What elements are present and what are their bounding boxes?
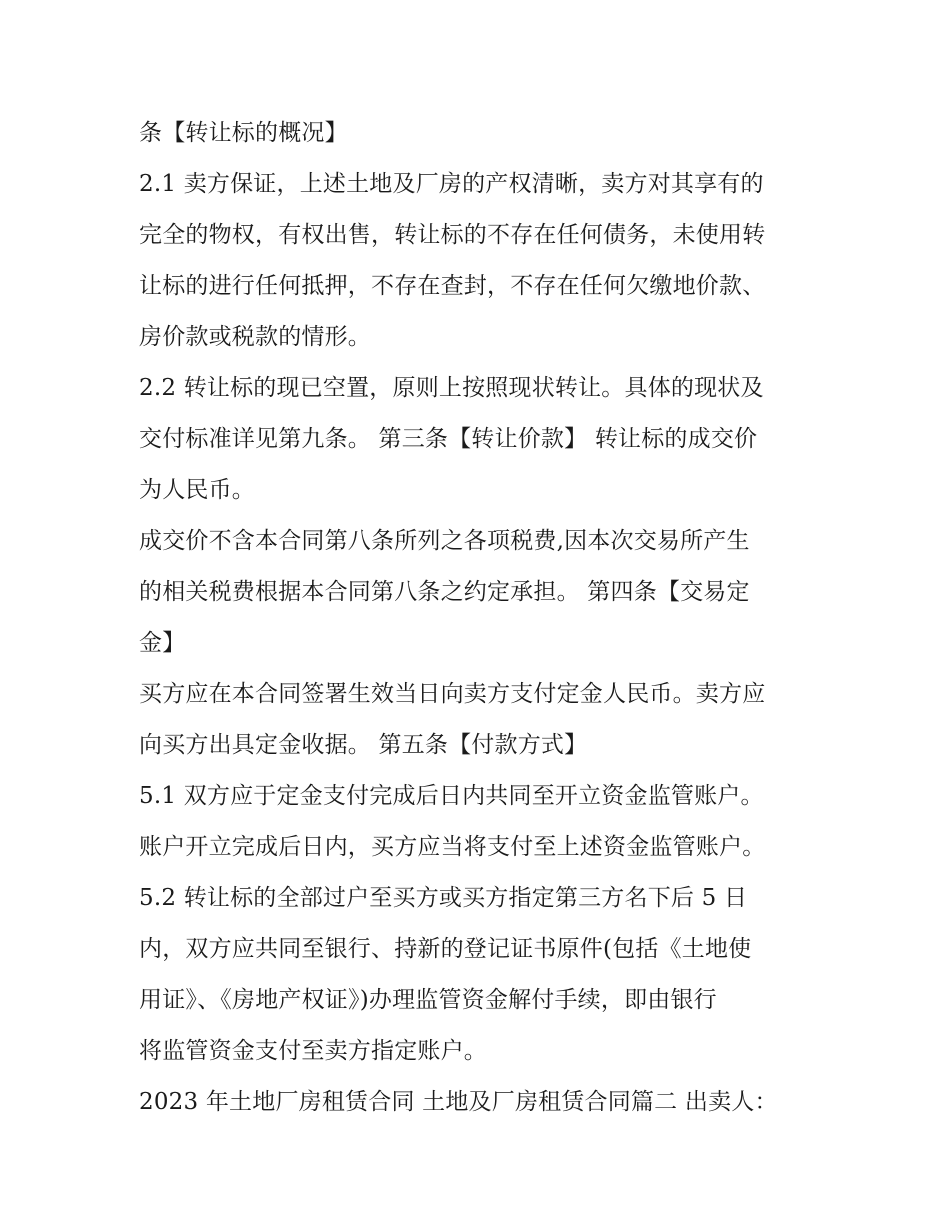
- text-line: 条【转让标的概况】: [139, 120, 348, 146]
- text-line: 为人民币。: [139, 477, 255, 503]
- text-line: 2.2 转让标的现已空置，原则上按照现状转让。具体的现状及: [139, 375, 764, 401]
- text-line: 用证》、《房地产权证》)办理监管资金解付手续，即由银行: [139, 987, 717, 1013]
- text-line: 5.2 转让标的全部过户至买方或买方指定第三方名下后 5 日: [139, 885, 748, 911]
- text-line: 5.1 双方应于定金支付完成后日内共同至开立资金监管账户。: [139, 783, 764, 809]
- text-line: 账户开立完成后日内，买方应当将支付至上述资金监管账户。: [139, 834, 766, 860]
- text-line: 交付标准详见第九条。 第三条【转让价款】 转让标的成交价: [139, 426, 758, 452]
- text-line: 2023 年土地厂房租赁合同 土地及厂房租赁合同篇二 出卖人：: [139, 1089, 778, 1115]
- text-line: 完全的物权，有权出售，转让标的不存在任何债务，未使用转: [139, 222, 766, 248]
- text-line: 让标的进行任何抵押，不存在查封，不存在任何欠缴地价款、: [139, 273, 766, 299]
- text-line: 的相关税费根据本合同第八条之约定承担。 第四条【交易定: [139, 579, 750, 605]
- text-line: 房价款或税款的情形。: [139, 324, 371, 350]
- text-line: 买方应在本合同签署生效当日向卖方支付定金人民币。卖方应: [139, 681, 766, 707]
- text-line: 将监管资金支付至卖方指定账户。: [139, 1038, 487, 1064]
- document-body: [139, 108, 819, 1128]
- text-line: 向买方出具定金收据。 第五条【付款方式】: [139, 732, 588, 758]
- text-line: 内，双方应共同至银行、持新的登记证书原件(包括《土地使: [139, 936, 752, 962]
- text-line: 金】: [139, 630, 186, 656]
- text-line: 2.1 卖方保证，上述土地及厂房的产权清晰，卖方对其享有的: [139, 171, 764, 197]
- text-line: 成交价不含本合同第八条所列之各项税费,因本次交易所产生: [139, 528, 750, 554]
